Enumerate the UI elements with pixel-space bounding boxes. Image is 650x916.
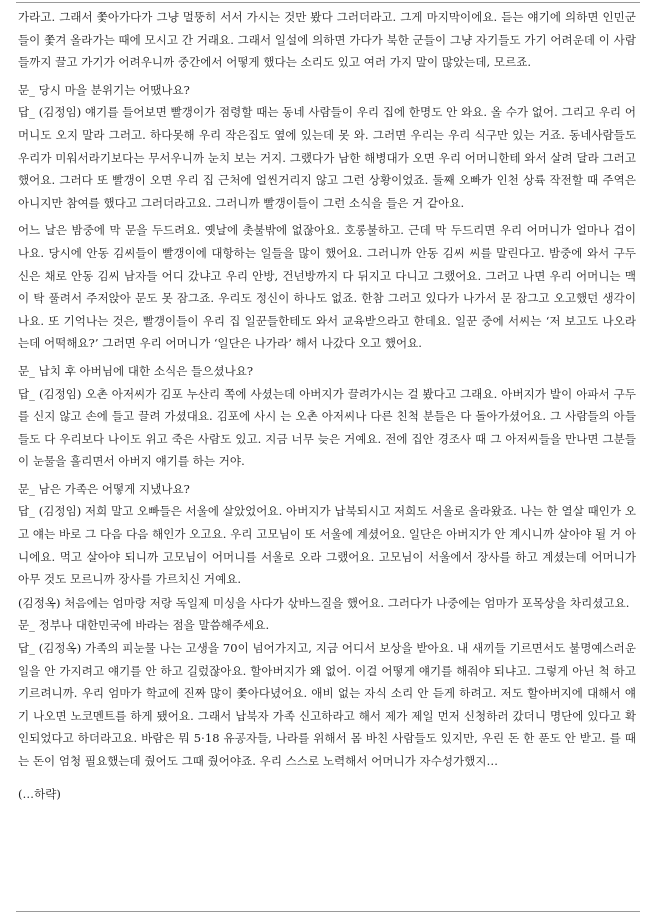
answer-village-atmosphere: 답_ (김정임) 얘기를 들어보면 빨갱이가 점령할 때는 동네 사람들이 우리 집에 한명도 안 와요. 올 수가 없어. 그리고 우리 어머니도 오지 말라 그러고. 하다못해 우리 작은집도 옆에 있는데 못 와. 그러면 우리는 우리 식구만 있는 거죠. 동네사람들도 우리가 미워서라기보다는 무서우니까 눈치 보는 거지. 그랬다가 남한 해병대가 오면 우리 어머니한테 와서 살려 달라 그러고 했어요. 그러다 또 빨갱이 오면 우리 집 근처에 얼씬거리지 않고 그런 상황이었죠. 둘째 오빠가 인천 상륙 작전할 때 주역은 아니지만 참여를 했다고 그러더라고요. 그러니까 빨갱이들이 그런 소식을 들은 거 같아요.: [18, 105, 636, 210]
omission-note: (…하략): [18, 786, 61, 801]
answer-remaining-family: 답_ (김정임) 저희 말고 오빠들은 서울에 살았었어요. 아버지가 납북되시고 저희도 서울로 올라왔죠. 나는 한 열살 때인가 오고 얘는 바로 그 다음 다음 해인가 오고요. 우리 고모님이 또 서울에 계셨어요. 일단은 아버지가 안 계시니까 살아야 될 거 아니에요. 먹고 살아야 되니까 고모님이 어머니를 서울로 오라 그랬어요. 고모님이 서울에서 장사를 하고 계셨는데 어머니가 아무 것도 모르니까 장사를 가르치신 거예요.: [18, 504, 636, 587]
answer-requests-to-government: 답_ (김정옥) 가족의 피눈물 나는 고생을 70이 넘어가지고, 지금 어디서 보상을 받아요. 내 새끼들 기르면서도 불명예스러운 일을 안 가지려고 얘기를 안 하고 길렀잖아요. 할아버지가 왜 없어. 이걸 어떻게 얘기를 해줘야 되냐고. 그렇게 아닌 척 하고 기르려니까. 우리 엄마가 학교에 진짜 많이 쫓아다녔어요. 애비 없는 자식 소리 안 듣게 하려고. 저도 할아버지에 대해서 얘기 나오면 노코멘트를 하게 됐어요. 그래서 납북자 가족 신고하라고 해서 제가 제일 먼저 신청하러 갔더니 명단에 있다고 확인되었다고 하더라고요. 바람은 뭐 5·18 유공자들, 나라를 위해서 몸 바친 사람들도 있지만, 우린 돈 한 푼도 안 받고. 를 때는 돈이 엄청 필요했는데 줬어도 그때 줬어야죠. 우리 스스로 노력해서 어머니가 자수성가했지…: [18, 640, 636, 768]
question-remaining-family: 문_ 남은 가족은 어떻게 지냈나요?: [18, 481, 190, 496]
bottom-border-line: [16, 911, 640, 912]
question-father-news: 문_ 납치 후 아버님에 대한 소식은 들으셨나요?: [18, 363, 254, 378]
paragraph-sewing-business: (김정옥) 처음에는 엄마랑 저랑 독일제 미싱을 사다가 삯바느질을 했어요. 그러다가 나중에는 엄마가 포목상을 차리셨고요.: [18, 595, 630, 610]
question-requests-to-government: 문_ 정부나 대한민국에 바라는 점을 말씀해주세요.: [18, 618, 270, 633]
answer-father-news: 답_ (김정임) 오촌 아저씨가 김포 누산리 쪽에 사셨는데 아버지가 끌려가시는 걸 봤다고 그래요. 아버지가 발이 아파서 구두를 신지 않고 손에 들고 끌려 가셨대요. 김포에 사시 는 오촌 아저씨나 다른 친척 분들은 다 돌아가셨어요. 그 사람들의 아들들도 다 우리보다 나이도 위고 죽은 사람도 있고. 지금 너무 늦은 거예요. 전에 집안 경조사 때 그 아저씨들을 만나면 그분들이 눈물을 흘리면서 아버지 얘기를 하는 거야.: [18, 386, 636, 469]
paragraph-night-search: 어느 날은 밤중에 막 문을 두드려요. 옛날에 촛불밖에 없잖아요. 호롱불하고. 근데 막 두드리면 우리 어머니가 얼마나 겁이 나요. 당시에 안동 김씨들이 빨갱이에 대항하는 일들을 많이 했어요. 그러니까 안동 김씨 씨를 말린다고. 밤중에 와서 구두 신은 채로 안동 김씨 남자들 어디 갔냐고 우리 안방, 건넌방까지 다 뒤지고 다니고 그랬어요. 그러고 나면 우리 어머니는 맥이 탁 풀려서 주저앉아 문도 못 잠그죠. 우리도 정신이 하나도 없죠. 한참 그러고 있다가 나가서 문 잠그고 오고했던 생각이 나요. 또 기억나는 것은, 빨갱이들이 우리 집 일꾼들한테도 와서 교육받으라고 한데요. 일꾼 중에 서씨는 ‘저 보고도 나오라는데 어떡해요?’ 그러면 우리 어머니가 ‘일단은 나가라’ 해서 나갔다 오고 했어요.: [18, 223, 636, 351]
question-village-atmosphere: 문_ 당시 마을 분위기는 어땠나요?: [18, 82, 190, 97]
paragraph-abduction-story: 가라고. 그래서 쫓아가다가 그냥 멀뚱히 서서 가시는 것만 봤다 그러더라고. 그게 마지막이에요. 듣는 얘기에 의하면 인민군들이 쫓겨 올라가는 때에 모시고 간 거래요. 그래서 일설에 의하면 가다가 북한 군들이 그냥 자기들도 가기 어려운데 이 사람들까지 끌고 가기가 어려우니까 중간에서 어떻게 했다는 소리도 있고 여러 가지 말이 많았는데, 모르죠.: [18, 10, 636, 70]
